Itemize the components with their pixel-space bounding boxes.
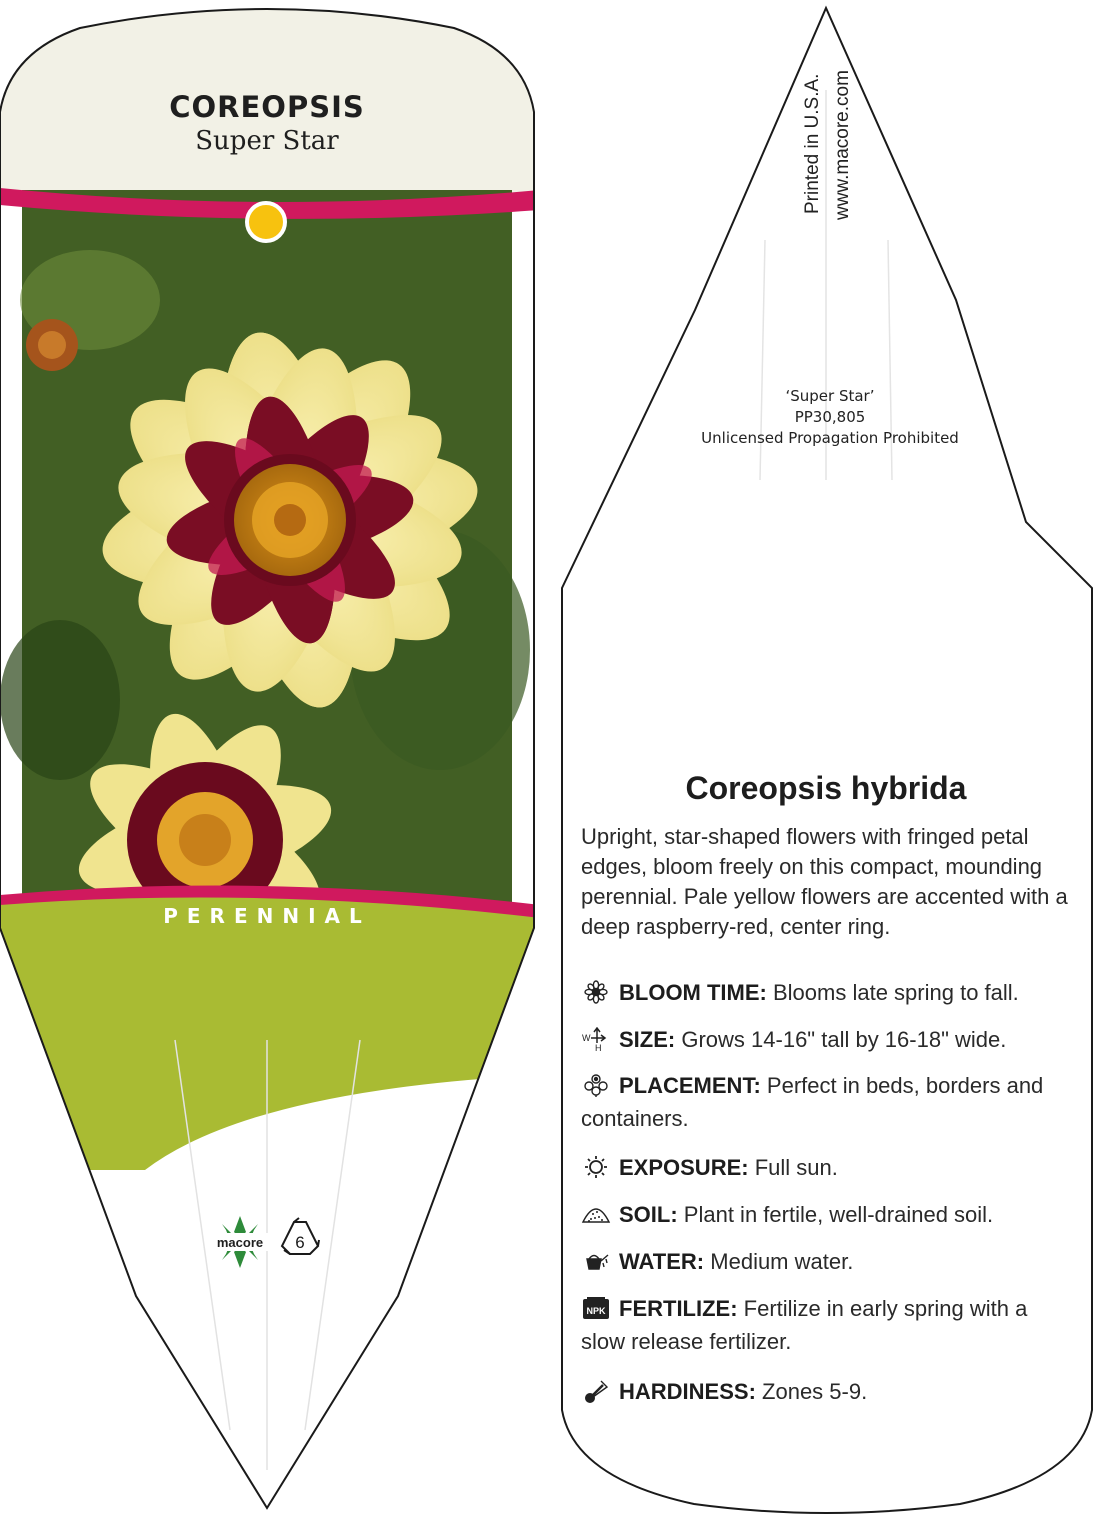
- attr-fertilize: [581, 1292, 1076, 1358]
- svg-text:NPK: NPK: [586, 1306, 606, 1316]
- attr-water-label: WATER:: [619, 1249, 705, 1274]
- sun-requirement-dot: [247, 203, 285, 241]
- attr-fertilize-value: Fertilize in early spring with a slow release fertilizer.: [581, 1296, 1028, 1354]
- attr-size-label: SIZE:: [619, 1027, 676, 1052]
- macore-logo-text: macore: [216, 1235, 264, 1250]
- patent-number: PP30,805: [794, 408, 866, 426]
- plant-description: Upright, star-shaped flowers with fringed petal edges, bloom freely on this compact, mounding perennial. Pale yellow flowers are accented with a deep raspberry-red, center ring.: [581, 824, 1068, 939]
- recycle-code: 6: [295, 1233, 305, 1252]
- attr-soil-label: SOIL:: [619, 1202, 678, 1227]
- attr-water-value: Medium water.: [710, 1249, 854, 1274]
- watering-can-icon: [581, 1249, 611, 1273]
- printed-in-text: Printed in U.S.A.: [802, 73, 823, 214]
- attr-placement-label: PLACEMENT:: [619, 1073, 761, 1098]
- flower-photo: [0, 190, 530, 977]
- thermometer-icon: [581, 1379, 611, 1403]
- placement-icon: [581, 1073, 611, 1097]
- attr-size: [581, 1023, 1076, 1056]
- sun-icon: [581, 1155, 611, 1179]
- npk-icon: [581, 1296, 611, 1320]
- attr-soil: [581, 1198, 1076, 1231]
- attr-placement: [581, 1069, 1076, 1135]
- attr-size-value: Grows 14-16" tall by 16-18" wide.: [681, 1027, 1007, 1052]
- attr-fertilize-label: FERTILIZE:: [619, 1296, 738, 1321]
- attr-hardiness-value: Zones 5-9.: [762, 1379, 868, 1404]
- patent-name: ‘Super Star’: [785, 387, 875, 405]
- flower-icon: [581, 980, 611, 1004]
- attr-exposure-label: EXPOSURE:: [619, 1155, 749, 1180]
- plant-cultivar: Super Star: [195, 126, 339, 156]
- front-tag: [0, 0, 540, 1519]
- attr-bloom-time-label: BLOOM TIME:: [619, 980, 767, 1005]
- svg-text:W: W: [582, 1033, 591, 1043]
- attr-placement-value: Perfect in beds, borders and containers.: [581, 1073, 1044, 1131]
- attr-soil-value: Plant in fertile, well-drained soil.: [683, 1202, 994, 1227]
- soil-icon: [581, 1202, 611, 1226]
- attr-hardiness-label: HARDINESS:: [619, 1379, 756, 1404]
- attr-exposure-value: Full sun.: [754, 1155, 838, 1180]
- patent-notice: Unlicensed Propagation Prohibited: [701, 429, 959, 447]
- website-text: www.macore.com: [832, 70, 853, 220]
- plant-type-label: PERENNIAL: [163, 904, 371, 928]
- attr-water: [581, 1245, 1076, 1278]
- species-name: Coreopsis hybrida: [685, 770, 967, 806]
- size-icon: [581, 1027, 611, 1051]
- svg-text:H: H: [595, 1043, 602, 1051]
- attr-hardiness: [581, 1375, 1076, 1408]
- attr-bloom-time-value: Blooms late spring to fall.: [773, 980, 1019, 1005]
- plant-genus: COREOPSIS: [169, 90, 365, 124]
- back-tag-outline: [562, 8, 1092, 1513]
- attr-bloom-time: [581, 976, 1076, 1009]
- attr-exposure: [581, 1151, 1076, 1184]
